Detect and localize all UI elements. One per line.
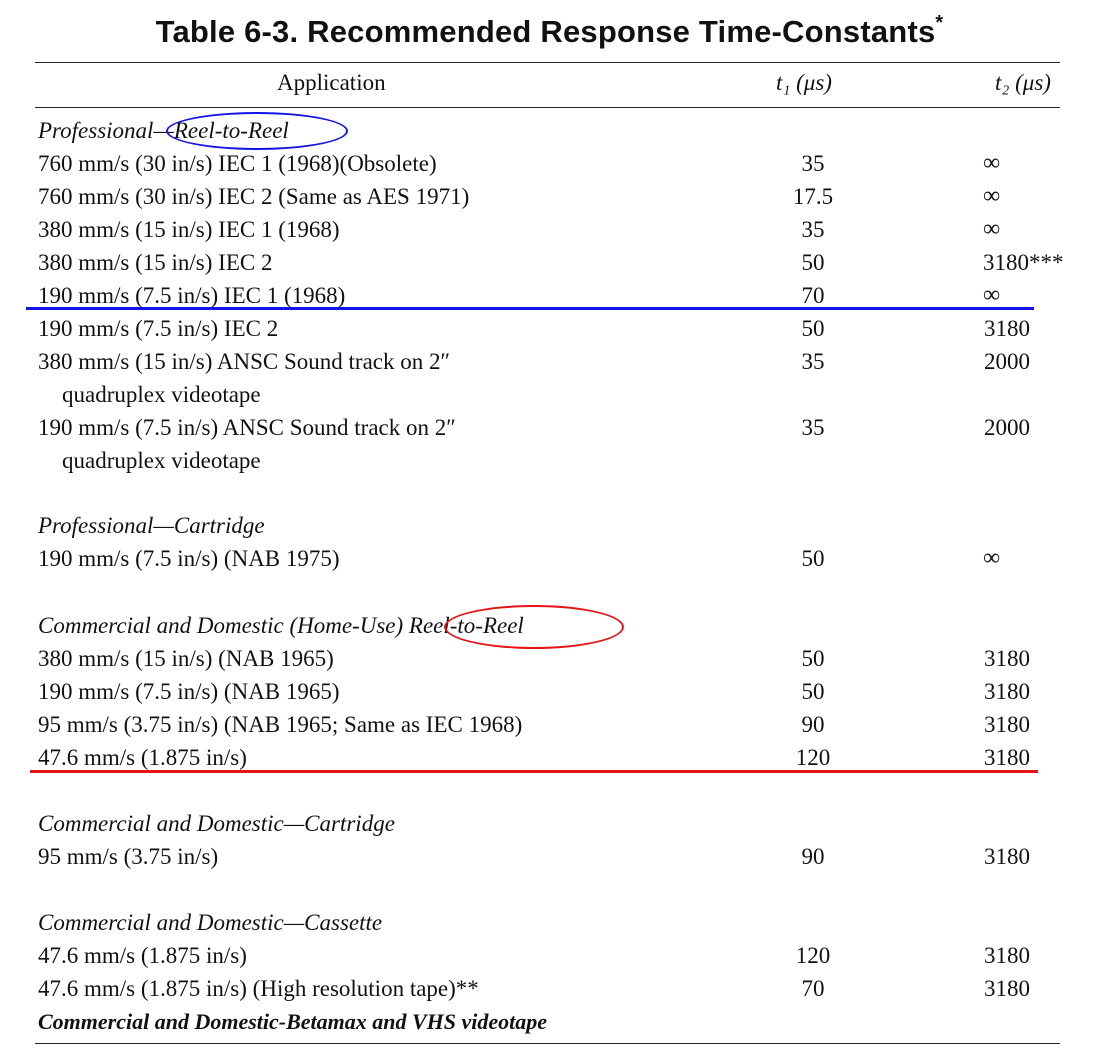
table-row: 190 mm/s (7.5 in/s) IEC 1 (1968) 70 ∞ — [38, 282, 1001, 308]
table-row: 95 mm/s (3.75 in/s) 90 3180 — [38, 844, 1030, 869]
table-row: 95 mm/s (3.75 in/s) (NAB 1965; Same as IEC 1968) 90 3180 — [38, 712, 1030, 737]
table-row: 760 mm/s (30 in/s) IEC 2 (Same as AES 1971) 17.5 ∞ — [38, 183, 1001, 209]
table-row: 190 mm/s (7.5 in/s) (NAB 1975) 50 ∞ — [38, 545, 1001, 571]
bottom-rule — [35, 1043, 1060, 1044]
section-commercial-reel: Commercial and Domestic (Home-Use) Reel-to-Reel — [38, 613, 524, 638]
header-t2: t₂ (μs) — [995, 70, 1051, 95]
row-continuation: quadruplex videotape — [62, 382, 261, 407]
table-row: 190 mm/s (7.5 in/s) IEC 2 50 3180 — [38, 316, 1030, 341]
table-row: 47.6 mm/s (1.875 in/s) 120 3180 — [38, 943, 1030, 968]
red-underline — [30, 770, 1038, 773]
table-row: 190 mm/s (7.5 in/s) ANSC Sound track on 2″ 35 2000 — [38, 415, 1030, 440]
top-rule — [35, 62, 1060, 63]
header-application: Application — [277, 70, 386, 95]
table-title: Table 6-3. Recommended Response Time-Constants* — [155, 12, 944, 49]
row-continuation: quadruplex videotape — [62, 448, 261, 473]
red-highlight-ellipse — [444, 605, 624, 649]
table-row: 380 mm/s (15 in/s) IEC 1 (1968) 35 ∞ — [38, 216, 1001, 242]
blue-underline — [26, 307, 1034, 310]
header-t1: t₁ (μs) — [776, 70, 832, 95]
section-commercial-cassette: Commercial and Domestic—Cassette — [38, 910, 383, 935]
section-commercial-videotape: Commercial and Domestic-Betamax and VHS videotape — [38, 1009, 548, 1034]
section-professional-cartridge: Professional—Cartridge — [38, 513, 265, 538]
header-rule — [35, 107, 1060, 108]
section-commercial-cartridge: Commercial and Domestic—Cartridge — [38, 811, 395, 836]
section-professional-reel: Professional—Reel-to-Reel — [38, 118, 289, 143]
table-row: 380 mm/s (15 in/s) (NAB 1965) 50 3180 — [38, 646, 1030, 671]
table-row: 380 mm/s (15 in/s) IEC 2 50 3180*** — [38, 250, 1064, 275]
table-row: 47.6 mm/s (1.875 in/s) (High resolution tape)** 70 3180 — [38, 976, 1030, 1001]
table-row: 190 mm/s (7.5 in/s) (NAB 1965) 50 3180 — [38, 679, 1030, 704]
table-row: 380 mm/s (15 in/s) ANSC Sound track on 2″ 35 2000 — [38, 349, 1030, 374]
blue-highlight-ellipse — [166, 112, 348, 150]
table-row: 760 mm/s (30 in/s) IEC 1 (1968)(Obsolete) 35 ∞ — [38, 150, 1001, 176]
table-row: 47.6 mm/s (1.875 in/s) 120 3180 — [38, 745, 1030, 770]
